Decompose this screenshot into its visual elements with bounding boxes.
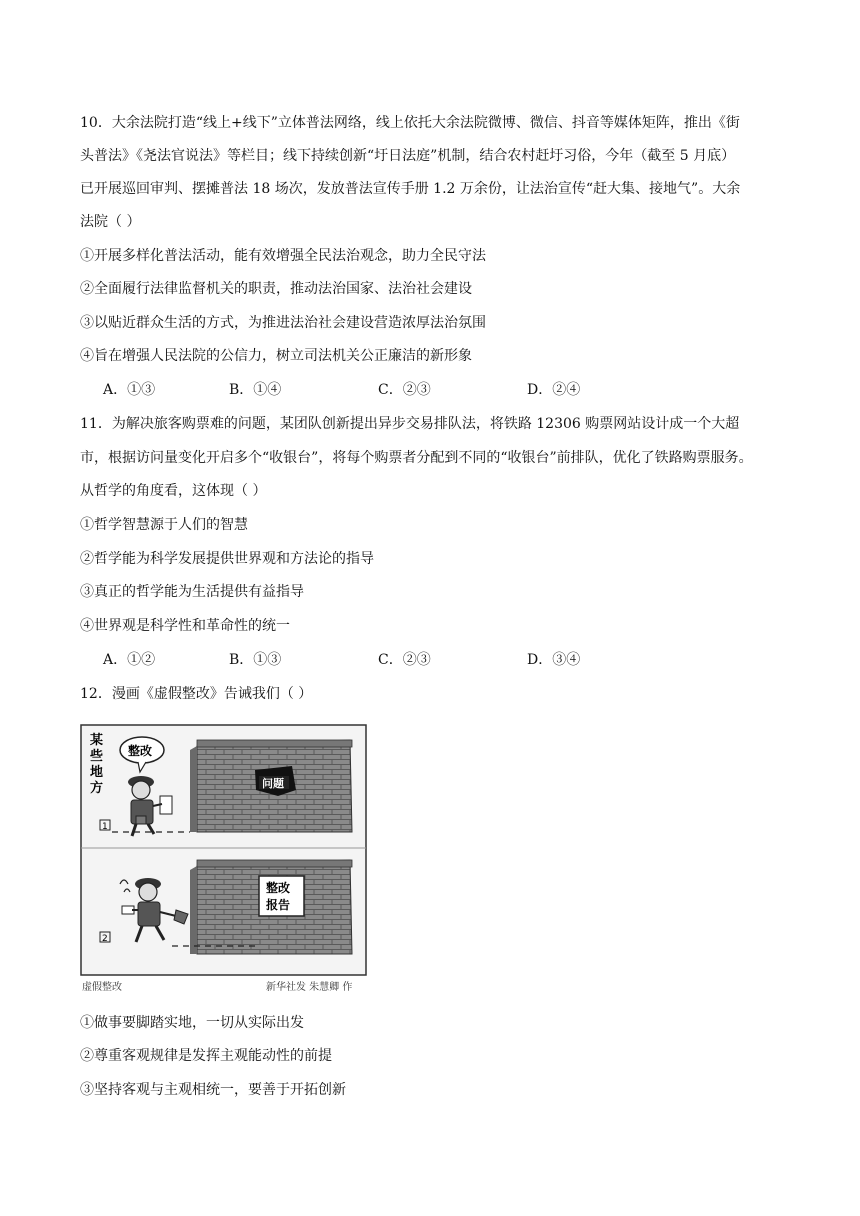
- q11-statement-4: ④世界观是科学性和革命性的统一: [80, 618, 290, 634]
- q11-statement-3: ③真正的哲学能为生活提供有益指导: [80, 584, 304, 600]
- cartoon-caption-right: 新华社发 朱慧卿 作: [266, 982, 353, 993]
- q10-statement-1: ①开展多样化普法活动，能有效增强全民法治观念，助力全民守法: [80, 248, 486, 264]
- q11-statement-1: ①哲学智慧源于人们的智慧: [80, 517, 248, 533]
- cartoon-illustration: [80, 724, 367, 995]
- q12-statement-3: ③坚持客观与主观相统一，要善于开拓创新: [80, 1082, 346, 1098]
- q12-statement-1: ①做事要脚踏实地，一切从实际出发: [80, 1015, 304, 1031]
- q10-statement-2: ②全面履行法律监督机关的职责，推动法治国家、法治社会建设: [80, 281, 472, 297]
- q10-statement-4: ④旨在增强人民法院的公信力，树立司法机关公正廉洁的新形象: [80, 348, 472, 364]
- cartoon-report-line-1: 整改: [266, 881, 291, 895]
- q11-option-d: D．③④: [527, 652, 581, 668]
- q12-stem: 12．漫画《虚假整改》告诫我们（ ）: [80, 686, 313, 702]
- cartoon-title-char-2: 些: [90, 749, 104, 764]
- q12-statement-2: ②尊重客观规律是发挥主观能动性的前提: [80, 1048, 332, 1064]
- q11-option-b: B．①③: [229, 652, 282, 668]
- cartoon-panel-number-1: 1: [102, 822, 108, 832]
- q10-stem-line-4: 法院（ ）: [80, 214, 141, 230]
- q10-option-d: D．②④: [527, 382, 581, 398]
- cartoon-wall-label-1: 问题: [262, 777, 284, 790]
- q11-stem-line-1: 11．为解决旅客购票难的问题，某团队创新提出异步交易排队法，将铁路 12306 购票网站设计成一个大超: [80, 416, 740, 432]
- q11-stem-line-2: 市，根据访问量变化开启多个“收银台”，将每个购票者分配到不同的“收银台”前排队，优化了铁路购票服务。: [80, 450, 753, 466]
- q11-statement-2: ②哲学能为科学发展提供世界观和方法论的指导: [80, 551, 374, 567]
- cartoon-report-line-2: 报告: [266, 898, 291, 912]
- cartoon-title-char-4: 方: [90, 781, 104, 796]
- q11-stem-line-3: 从哲学的角度看，这体现（ ）: [80, 483, 267, 499]
- cartoon-title-char-3: 地: [90, 765, 104, 780]
- q10-option-c: C．②③: [378, 382, 431, 398]
- q10-stem-line-2: 头普法》《尧法官说法》等栏目；线下持续创新“圩日法庭”机制，结合农村赶圩习俗，今年（截至 5 月底）: [80, 148, 736, 164]
- cartoon-drawing: [80, 724, 367, 995]
- cartoon-panel-number-2: 2: [102, 934, 108, 944]
- q10-stem-line-1: 10．大余法院打造“线上+线下”立体普法网络，线上依托大余法院微博、微信、抖音等媒体矩阵，推出《街: [80, 115, 740, 131]
- q11-option-a: A．①②: [103, 652, 156, 668]
- q10-option-b: B．①④: [229, 382, 282, 398]
- q10-stem-line-3: 已开展巡回审判、摆摊普法 18 场次，发放普法宣传手册 1.2 万余份，让法治宣传“赶大集、接地气”。大余: [80, 181, 741, 197]
- cartoon-speech-bubble: 整改: [128, 744, 153, 758]
- q10-statement-3: ③以贴近群众生活的方式，为推进法治社会建设营造浓厚法治氛围: [80, 315, 486, 331]
- q11-option-c: C．②③: [378, 652, 431, 668]
- cartoon-title-char-1: 某: [90, 733, 104, 748]
- q10-option-a: A．①③: [103, 382, 156, 398]
- cartoon-caption-left: 虚假整改: [82, 982, 122, 993]
